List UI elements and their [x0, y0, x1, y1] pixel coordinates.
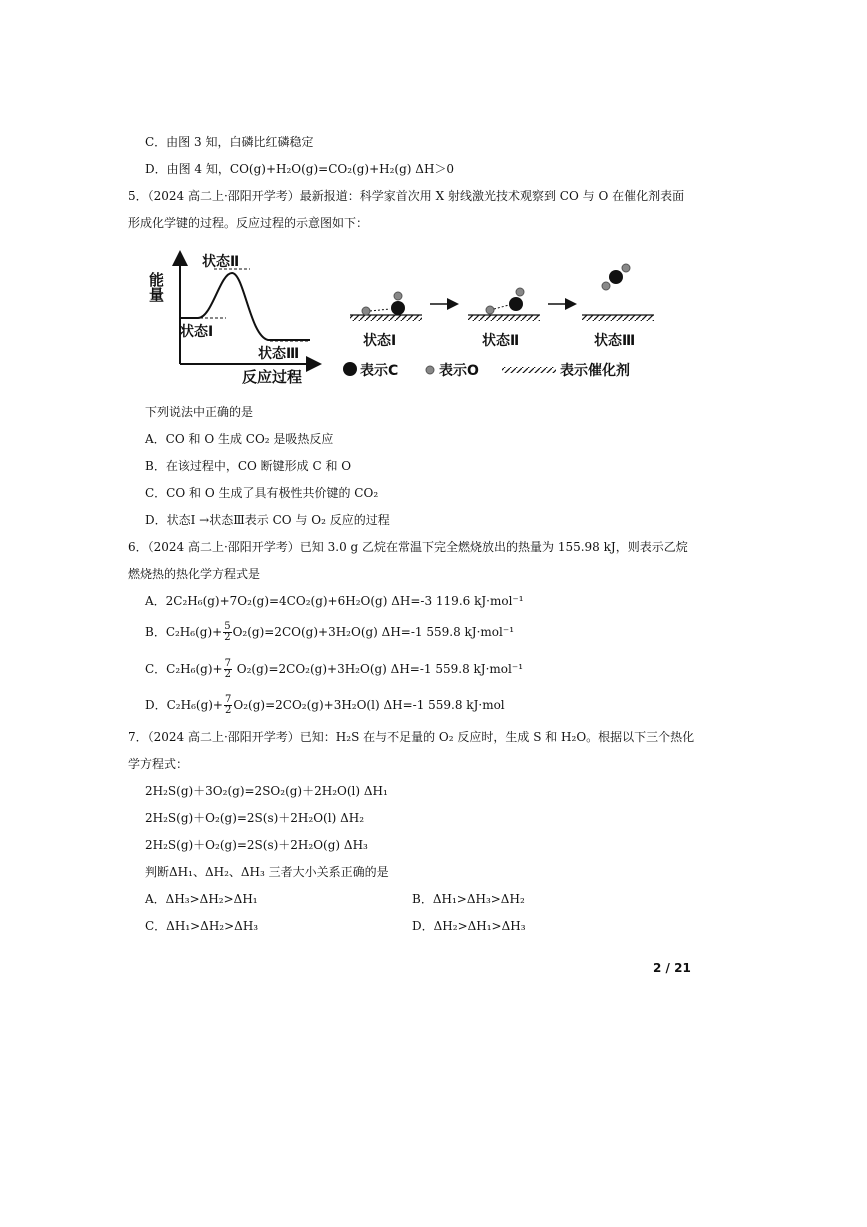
oxygen-atom-2b — [486, 306, 494, 314]
fraction-7-2-c: $\frac{7}{2}$ — [224, 658, 231, 680]
option-c-prev: C．由图 3 知，白磷比红磷稳定 — [145, 135, 314, 149]
catalyst-surface-3 — [582, 315, 654, 321]
fraction-7-2-d: $\frac{7}{2}$ — [225, 694, 232, 716]
question-7-option-a: A．ΔH₃>ΔH₂>ΔH₁ — [145, 892, 258, 906]
question-6-option-c — [145, 659, 523, 680]
legend-carbon-icon — [343, 362, 357, 376]
question-7-option-b: B．ΔH₁>ΔH₃>ΔH₂ — [412, 892, 525, 906]
question-7-option-d: D．ΔH₂>ΔH₁>ΔH₃ — [412, 919, 526, 933]
oxygen-atom-1b — [362, 307, 370, 315]
oxygen-atom-3a — [622, 264, 630, 272]
question-6-stem-line2: 燃烧热的热化学方程式是 — [128, 567, 261, 581]
question-5-prompt: 下列说法中正确的是 — [145, 405, 254, 419]
oxygen-atom-2a — [516, 288, 524, 296]
legend-catalyst-icon — [502, 367, 556, 373]
question-7-stem-line2: 学方程式： — [128, 757, 189, 771]
question-7-equation-2: 2H₂S(g)＋O₂(g)=2S(s)＋2H₂O(l) ΔH₂ — [145, 811, 365, 825]
state-1-label-curve: 状态Ⅰ — [180, 324, 214, 340]
legend-carbon-label: 表示C — [360, 363, 399, 379]
question-6-option-a: A．2C₂H₆(g)+7O₂(g)=4CO₂(g)+6H₂O(g) ΔH=-3 119.6 kJ·mol⁻¹ — [145, 594, 524, 608]
carbon-atom-3 — [609, 270, 623, 284]
question-6-option-b-pre: B．C₂H₆(g)+ — [145, 625, 223, 639]
page-number: 2 / 21 — [653, 961, 691, 975]
fraction-5-2: $\frac{5}{2}$ — [224, 621, 231, 643]
question-6-option-d — [145, 695, 505, 716]
state-2-label-curve: 状态Ⅱ — [202, 254, 240, 270]
question-7-equation-1: 2H₂S(g)＋3O₂(g)=2SO₂(g)＋2H₂O(l) ΔH₁ — [145, 784, 388, 798]
x-axis-label: 反应过程 — [242, 368, 303, 386]
question-5-option-d: D．状态Ⅰ →状态Ⅲ表示 CO 与 O₂ 反应的过程 — [145, 513, 390, 527]
legend-oxygen-icon — [426, 366, 434, 374]
question-7-prompt: 判断ΔH₁、ΔH₂、ΔH₃ 三者大小关系正确的是 — [145, 865, 389, 879]
reaction-process-figure — [147, 248, 670, 388]
catalyst-surface-1 — [350, 315, 422, 321]
question-5-stem-line1: 5．（2024 高二上·邵阳开学考）最新报道：科学家首次用 X 射线激光技术观察到 CO 与 O 在催化剂表面 — [128, 189, 685, 203]
question-6-option-b — [145, 622, 514, 643]
question-7-option-c: C．ΔH₁>ΔH₂>ΔH₃ — [145, 919, 259, 933]
question-6-option-b-post: O₂(g)=2CO(g)+3H₂O(g) ΔH=-1 559.8 kJ·mol⁻¹ — [232, 625, 515, 639]
question-5-stem-line2: 形成化学键的过程。反应过程的示意图如下： — [128, 216, 369, 230]
question-6-option-c-post: O₂(g)=2CO₂(g)+3H₂O(g) ΔH=-1 559.8 kJ·mol⁻¹ — [232, 662, 524, 676]
oxygen-atom-3b — [602, 282, 610, 290]
question-7-equation-3: 2H₂S(g)＋O₂(g)=2S(s)＋2H₂O(g) ΔH₃ — [145, 838, 368, 852]
question-5-option-b: B．在该过程中，CO 断键形成 C 和 O — [145, 459, 352, 473]
state-3-label: 状态Ⅲ — [594, 333, 636, 349]
question-6-option-d-pre: D．C₂H₆(g)+ — [145, 698, 223, 712]
state-2-label: 状态Ⅱ — [482, 333, 520, 349]
carbon-atom-2 — [509, 297, 523, 311]
question-6-stem-line1: 6．（2024 高二上·邵阳开学考）已知 3.0 g 乙烷在常温下完全燃烧放出的热量为 155.98 kJ，则表示乙烷 — [128, 540, 688, 554]
state-3-label-curve: 状态Ⅲ — [258, 346, 300, 362]
carbon-atom-1 — [391, 301, 405, 315]
catalyst-surface-2 — [468, 315, 540, 321]
question-6-option-c-pre: C．C₂H₆(g)+ — [145, 662, 223, 676]
legend-oxygen-label: 表示O — [439, 363, 479, 379]
question-5-option-a: A．CO 和 O 生成 CO₂ 是吸热反应 — [145, 432, 334, 446]
option-d-prev: D．由图 4 知，CO(g)+H₂O(g)=CO₂(g)+H₂(g) ΔH＞0 — [145, 162, 455, 176]
y-axis-label: 能量 — [147, 272, 165, 302]
legend-catalyst-label: 表示催化剂 — [560, 363, 630, 379]
state-1-label: 状态Ⅰ — [363, 333, 397, 349]
question-6-option-d-post: O₂(g)=2CO₂(g)+3H₂O(l) ΔH=-1 559.8 kJ·mol — [233, 698, 505, 712]
oxygen-atom-1a — [394, 292, 402, 300]
question-7-stem-line1: 7．（2024 高二上·邵阳开学考）已知：H₂S 在与不足量的 O₂ 反应时，生成 S 和 H₂O。根据以下三个热化 — [128, 730, 695, 744]
question-5-option-c: C．CO 和 O 生成了具有极性共价键的 CO₂ — [145, 486, 379, 500]
